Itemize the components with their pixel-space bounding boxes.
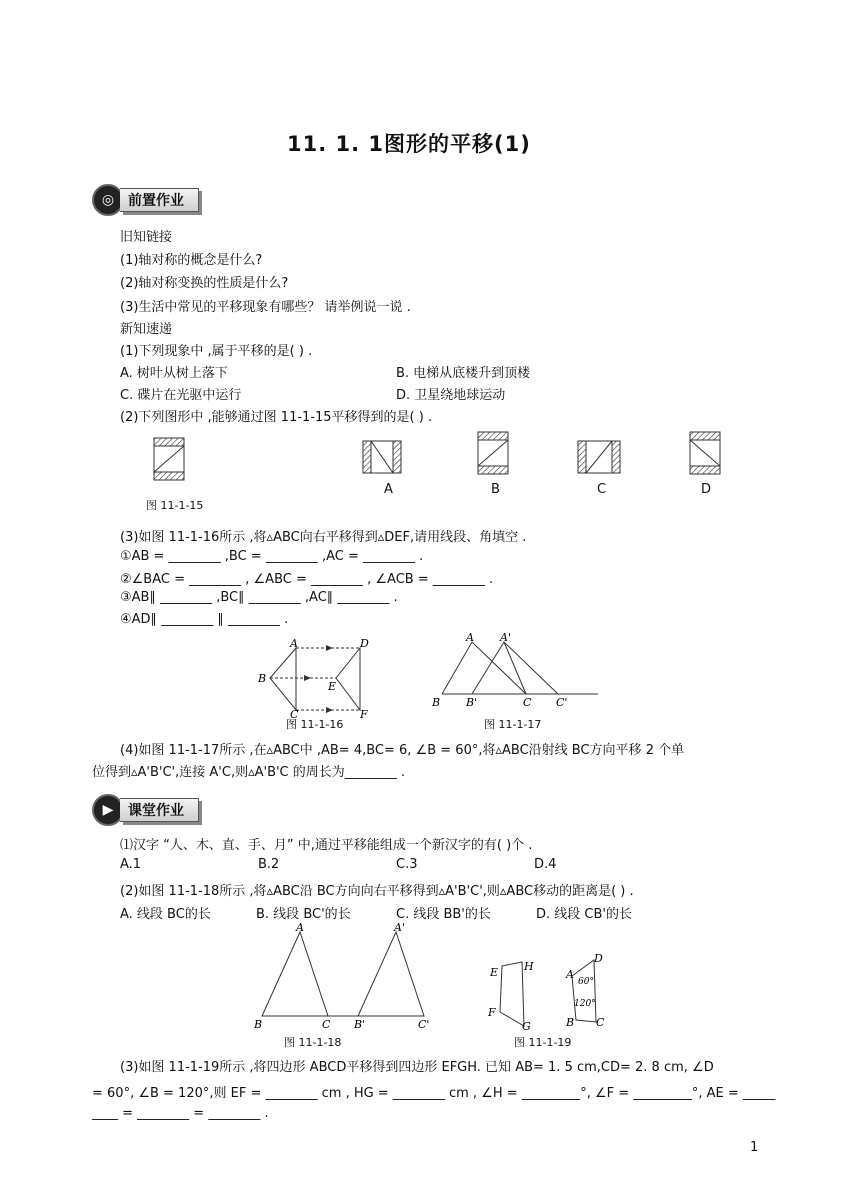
question-text: ____ = ________ = ________ . <box>92 1106 269 1121</box>
label-f: F <box>360 708 368 718</box>
figure-option-b <box>478 432 508 474</box>
fill-blank-line: ④AD∥ ________ ∥ ________ . <box>120 612 289 627</box>
figure-caption: 图 11-1-18 <box>284 1036 342 1049</box>
option-b: B.2 <box>258 857 280 872</box>
label-a-prime: A' <box>394 921 405 934</box>
label-b: B <box>432 696 441 709</box>
label-g: G <box>522 1020 531 1030</box>
figure-caption: 图 11-1-17 <box>484 718 542 731</box>
label-b: B <box>258 672 267 685</box>
label-h: H <box>524 960 534 973</box>
label-a: A <box>566 968 574 981</box>
option-c: C. 线段 BB'的长 <box>396 907 491 922</box>
angle-b-label: 120° <box>574 999 596 1009</box>
option-a: A. 树叶从树上落下 <box>120 366 228 381</box>
label-c: C <box>290 708 299 718</box>
spiral-icon: ◎ <box>92 184 124 216</box>
figure-11-1-18 <box>250 920 440 1032</box>
question-text: (2)下列图形中 ,能够通过图 11-1-15平移得到的是( ) . <box>120 410 433 425</box>
option-b: B. 线段 BC'的长 <box>256 907 351 922</box>
figure-11-1-19 <box>482 950 612 1030</box>
label-a: A <box>296 921 304 934</box>
label-c-prime: C' <box>556 696 568 709</box>
page-number: 1 <box>750 1140 759 1155</box>
figure-caption: 图 11-1-15 <box>146 499 204 512</box>
label-c: C <box>596 1016 605 1029</box>
label-d: D <box>360 638 369 650</box>
fill-blank-line: ②∠BAC = ________ , ∠ABC = ________ , ∠ACB = ________ . <box>120 572 494 587</box>
label-c: C <box>322 1018 331 1031</box>
label-c-prime: C' <box>418 1018 430 1031</box>
section-label: 前置作业 <box>120 188 199 212</box>
new-knowledge-heading: 新知速递 <box>120 322 173 337</box>
label-f: F <box>488 1006 496 1019</box>
question-text: = 60°, ∠B = 120°,则 EF = ________ cm , HG = ________ cm , ∠H = _________°, ∠F = _________°, AE = _____ <box>92 1086 776 1101</box>
question-text: (2)轴对称变换的性质是什么? <box>120 276 289 291</box>
question-text: (3)如图 11-1-16所示 ,将▵ABC向右平移得到▵DEF,请用线段、角填空 . <box>120 530 527 545</box>
option-d: D. 卫星绕地球运动 <box>396 388 506 403</box>
option-d: D. 线段 CB'的长 <box>536 907 632 922</box>
figure-option-a <box>363 441 401 473</box>
option-label-c: C <box>597 482 607 497</box>
question-text: (2)如图 11-1-18所示 ,将▵ABC沿 BC方向向右平移得到▵A'B'C',则▵ABC移动的距离是( ) . <box>120 884 634 899</box>
label-c: C <box>523 696 532 709</box>
question-text: (1)下列现象中 ,属于平移的是( ) . <box>120 344 313 359</box>
figure-11-1-17 <box>428 632 603 712</box>
figure-option-d <box>690 432 720 474</box>
section-header-class <box>92 794 199 826</box>
play-icon: ▶ <box>92 794 124 826</box>
figure-original <box>154 438 184 480</box>
option-c: C. 碟片在光驱中运行 <box>120 388 242 403</box>
label-d: D <box>594 952 603 965</box>
option-label-b: B <box>491 482 500 497</box>
question-text: (3)生活中常见的平移现象有哪些？ 请举例说一说 . <box>120 300 411 315</box>
label-b-prime: B' <box>354 1018 366 1031</box>
label-e: E <box>490 966 499 979</box>
option-a: A. 线段 BC的长 <box>120 907 211 922</box>
figure-caption: 图 11-1-16 <box>286 718 344 731</box>
label-b-prime: B' <box>466 696 478 709</box>
option-b: B. 电梯从底楼升到顶楼 <box>396 366 531 381</box>
figure-11-1-16 <box>256 638 386 718</box>
option-c: C.3 <box>396 857 418 872</box>
section-header-pre <box>92 184 199 216</box>
question-text: (3)如图 11-1-19所示 ,将四边形 ABCD平移得到四边形 EFGH. 已知 AB= 1. 5 cm,CD= 2. 8 cm, ∠D <box>120 1060 714 1075</box>
option-label-d: D <box>701 482 712 497</box>
label-e: E <box>328 680 337 693</box>
label-b: B <box>254 1018 263 1031</box>
question-text: (1)轴对称的概念是什么? <box>120 253 263 268</box>
figure-option-c <box>578 441 620 473</box>
angle-d-label: 60° <box>578 977 594 987</box>
page-title: 11. 1. 1图形的平移(1) <box>287 132 531 156</box>
option-d: D.4 <box>534 857 557 872</box>
option-a: A.1 <box>120 857 142 872</box>
figure-caption: 图 11-1-19 <box>514 1036 572 1049</box>
question-text: (4)如图 11-1-17所示 ,在▵ABC中 ,AB= 4,BC= 6, ∠B = 60°,将▵ABC沿射线 BC方向平移 2 个单 <box>120 743 685 758</box>
option-label-a: A <box>384 482 393 497</box>
question-text: 位得到▵A'B'C',连接 A'C,则▵A'B'C 的周长为________ . <box>92 765 406 780</box>
section-label: 课堂作业 <box>120 798 199 822</box>
figure-11-1-15-options <box>120 428 740 518</box>
question-text: ⑴汉字 “人、木、直、手、月” 中,通过平移能组成一个新汉字的有( )个 . <box>120 838 533 853</box>
label-a-prime: A' <box>500 632 511 644</box>
fill-blank-line: ③AB∥ ________ ,BC∥ ________ ,AC∥ ________ . <box>120 590 398 605</box>
label-a: A <box>290 638 298 650</box>
label-b: B <box>566 1016 575 1029</box>
fill-blank-line: ①AB = ________ ,BC = ________ ,AC = ________ . <box>120 549 424 564</box>
old-knowledge-heading: 旧知链接 <box>120 230 173 245</box>
label-a: A <box>466 632 474 644</box>
